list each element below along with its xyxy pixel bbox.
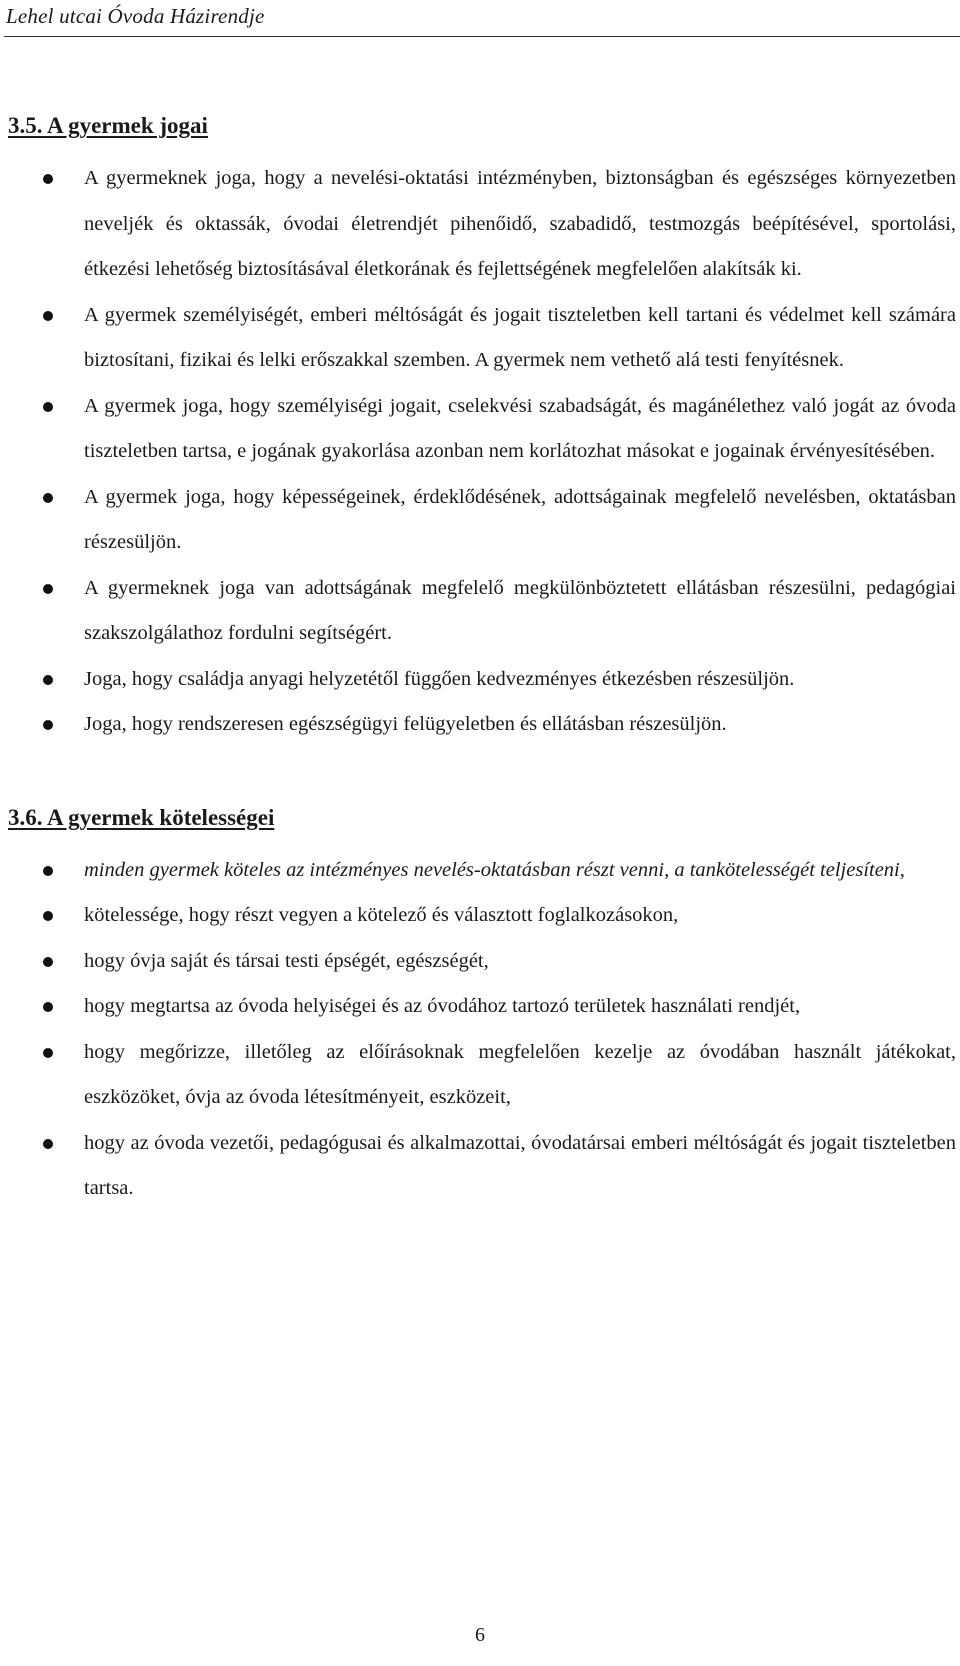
list-item: Joga, hogy rendszeresen egészségügyi felügyeletben és ellátásban részesüljön. [8,702,956,748]
list-item: hogy óvja saját és társai testi épségét, egészségét, [8,939,956,985]
list-item: hogy az óvoda vezetői, pedagógusai és alkalmazottai, óvodatársai emberi méltóságát és jogait tiszteletben tartsa. [8,1121,956,1212]
list-item: A gyermeknek joga, hogy a nevelési-oktatási intézményben, biztonságban és egészséges környezetben neveljék és oktassák, óvodai életrendjét pihenőidő, szabadidő, testmozgás beépítésével, sportolási, étkezési lehetőség biztosításával életkorának és fejlettségének megfelelően alakítsák ki. [8,156,956,293]
bullet-icon [43,720,53,730]
list-item: A gyermeknek joga van adottságának megfelelő megkülönböztetett ellátásban részesülni, pedagógiai szakszolgálathoz fordulni segítségért. [8,566,956,657]
bullet-icon [43,584,53,594]
rights-list [8,156,956,748]
bullet-icon [43,1002,53,1012]
list-item: kötelessége, hogy részt vegyen a kötelező és választott foglalkozásokon, [8,893,956,939]
list-item: Joga, hogy családja anyagi helyzetétől függően kedvezményes étkezésben részesüljön. [8,657,956,703]
bullet-icon [43,957,53,967]
bullet-icon [43,311,53,321]
bullet-icon [43,402,53,412]
page-header [4,0,960,37]
section-heading-duties: 3.6. A gyermek kötelességei [8,804,275,830]
list-item: A gyermek személyiségét, emberi méltóságát és jogait tiszteletben kell tartani és védelmet kell számára biztosítani, fizikai és lelki erőszakkal szemben. A gyermek nem vethető alá testi fenyítésnek. [8,293,956,384]
bullet-icon [43,1139,53,1149]
bullet-icon [43,911,53,921]
list-item: A gyermek joga, hogy képességeinek, érdeklődésének, adottságainak megfelelő nevelésben, oktatásban részesüljön. [8,475,956,566]
bullet-icon [43,866,53,876]
list-item: hogy megtartsa az óvoda helyiségei és az óvodához tartozó területek használati rendjét, [8,984,956,1030]
list-item: minden gyermek köteles az intézményes nevelés-oktatásban részt venni, a tankötelességét teljesíteni, [8,848,956,894]
page-number: 6 [475,1624,485,1646]
section-heading-rights: 3.5. A gyermek jogai [8,113,208,138]
bullet-icon [43,493,53,503]
document-body [8,104,956,1212]
bullet-icon [43,1048,53,1058]
bullet-icon [43,174,53,184]
header-title: Lehel utcai Óvoda Házirendje [6,4,265,28]
list-item: hogy megőrizze, illetőleg az előírásoknak megfelelően kezelje az óvodában használt játékokat, eszközöket, óvja az óvoda létesítményeit, eszközeit, [8,1030,956,1121]
bullet-icon [43,675,53,685]
duties-list [8,848,956,1212]
list-item: A gyermek joga, hogy személyiségi jogait, cselekvési szabadságát, és magánélethez való jogát az óvoda tiszteletben tartsa, e jogának gyakorlása azonban nem korlátozhat másokat e jogainak érvényesítésében. [8,384,956,475]
